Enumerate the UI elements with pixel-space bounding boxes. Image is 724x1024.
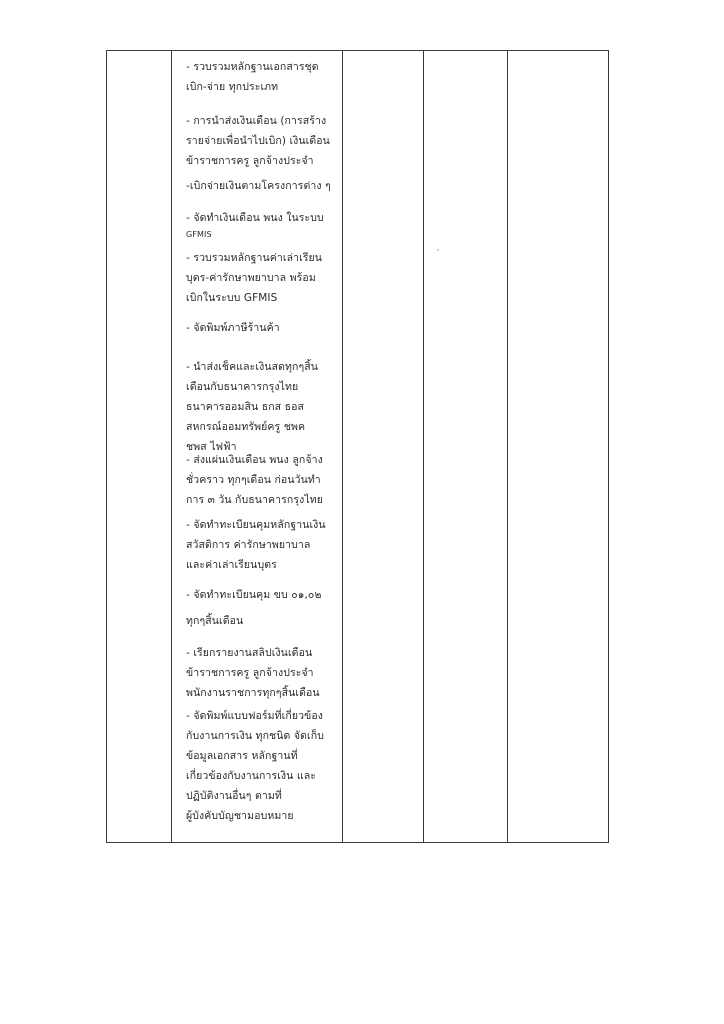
- column-divider-3: [423, 51, 424, 842]
- duty-line: GFMIS: [186, 230, 212, 239]
- duty-line: เบิก-จ่าย ทุกประเภท: [186, 81, 279, 93]
- duty-line: ชพส ไฟฟ้า: [186, 441, 237, 453]
- scan-speck: [437, 249, 439, 251]
- duty-line: และค่าเล่าเรียนบุตร: [186, 559, 277, 571]
- duty-item: [186, 111, 346, 171]
- duty-line: กับงานการเงิน ทุกชนิด จัดเก็บ: [186, 730, 324, 742]
- duty-line: - จัดทำทะเบียนคุมหลักฐานเงิน: [186, 519, 326, 531]
- duty-line: เดือนกับธนาคารกรุงไทย: [186, 381, 299, 393]
- duty-item: [186, 643, 346, 703]
- duty-line: ธนาคารออมสิน ธกส ธอส: [186, 401, 305, 413]
- duty-line: สหกรณ์ออมทรัพย์ครู ชพค: [186, 421, 306, 433]
- duty-line: บุตร-ค่ารักษาพยาบาล พร้อม: [186, 272, 316, 284]
- duty-item: [186, 57, 346, 97]
- duty-line: - จัดพิมพ์ภาษีร้านค้า: [186, 322, 280, 334]
- duty-line: ปฏิบัติงานอื่นๆ ตามที่: [186, 790, 282, 802]
- duty-line: ผู้บังคับบัญชามอบหมาย: [186, 810, 294, 822]
- duty-line: สวัสดิการ ค่ารักษาพยาบาล: [186, 539, 311, 551]
- duty-line: พนักงานราชการทุกๆสิ้นเดือน: [186, 687, 320, 699]
- duty-item: [186, 318, 346, 338]
- duty-line: ข้อมูลเอกสาร หลักฐานที่: [186, 750, 298, 762]
- duty-line: - จัดทำเงินเดือน พนง ในระบบ: [186, 212, 324, 224]
- duty-line: ข้าราชการครู ลูกจ้างประจำ: [186, 155, 314, 167]
- duty-line: เบิกในระบบ GFMIS: [186, 292, 278, 304]
- duty-line: - นำส่งเช็คและเงินสดทุกๆสิ้น: [186, 361, 319, 373]
- duty-item: [186, 585, 346, 631]
- duty-line: - การนำส่งเงินเดือน (การสร้าง: [186, 115, 327, 127]
- duty-item: [186, 706, 346, 826]
- duty-line: - จัดทำทะเบียนคุม ขบ ๐๑,๐๒: [186, 589, 322, 601]
- duty-line: รายจ่ายเพื่อนำไปเบิก) เงินเดือน: [186, 135, 330, 147]
- duty-line: -เบิกจ่ายเงินตามโครงการต่าง ๆ: [186, 180, 331, 192]
- duty-item: [186, 515, 346, 575]
- duty-item: [186, 248, 346, 308]
- duty-item: [186, 176, 346, 196]
- duty-item: [186, 450, 346, 510]
- duty-line: การ ๓ วัน กับธนาคารกรุงไทย: [186, 494, 324, 506]
- duty-line: ชั่วคราว ทุกๆเดือน ก่อนวันทำ: [186, 474, 321, 486]
- duty-line: - จัดพิมพ์แบบฟอร์มที่เกี่ยวข้อง: [186, 710, 323, 722]
- duty-line: เกี่ยวข้องกับงานการเงิน และ: [186, 770, 316, 782]
- duty-line: - รวบรวมหลักฐานค่าเล่าเรียน: [186, 252, 323, 264]
- column-divider-4: [507, 51, 508, 842]
- duty-line: ข้าราชการครู ลูกจ้างประจำ: [186, 667, 314, 679]
- duty-item: [186, 208, 346, 242]
- duty-item: [186, 357, 346, 457]
- duty-line: - ส่งแผ่นเงินเดือน พนง ลูกจ้าง: [186, 454, 323, 466]
- duties-cell: [178, 50, 343, 843]
- column-divider-1: [171, 51, 172, 842]
- duty-line: - เรียกรายงานสลิปเงินเดือน: [186, 647, 313, 659]
- duty-line: ทุกๆสิ้นเดือน: [186, 615, 244, 627]
- duty-line: - รวบรวมหลักฐานเอกสารชุด: [186, 61, 319, 73]
